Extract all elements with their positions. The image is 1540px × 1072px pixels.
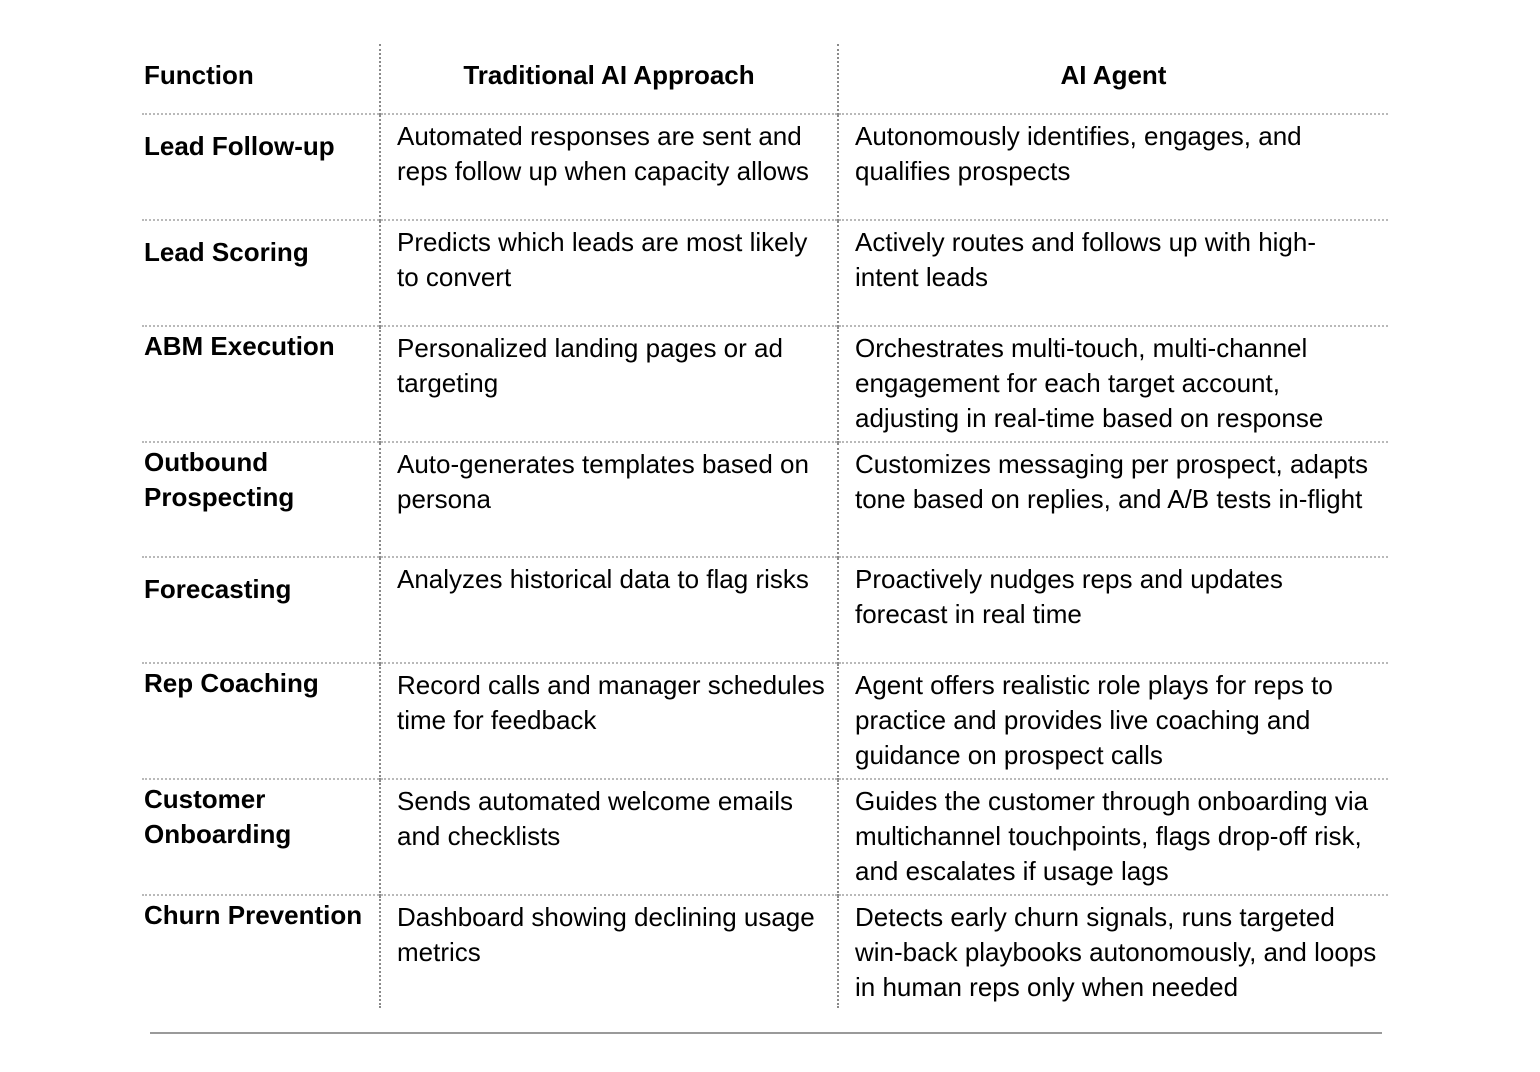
cell-agent: Agent offers realistic role plays for reps to practice and provides live coaching and guidance on prospect calls	[838, 663, 1388, 779]
cell-function: Rep Coaching	[142, 663, 380, 779]
table-row	[142, 326, 1388, 442]
cell-traditional: Personalized landing pages or ad targeting	[380, 326, 838, 442]
cell-function: Churn Prevention	[142, 895, 380, 1008]
cell-agent: Customizes messaging per prospect, adapts tone based on replies, and A/B tests in-flight	[838, 442, 1388, 557]
table-row	[142, 114, 1388, 220]
header-ai-agent: AI Agent	[838, 44, 1388, 114]
cell-traditional: Sends automated welcome emails and checklists	[380, 779, 838, 895]
comparison-table-container	[142, 44, 1388, 1008]
cell-traditional: Automated responses are sent and reps follow up when capacity allows	[380, 114, 838, 220]
cell-function: Lead Follow-up	[142, 114, 380, 220]
table-row	[142, 557, 1388, 663]
cell-function: Customer Onboarding	[142, 779, 380, 895]
table-row	[142, 895, 1388, 1008]
table-row	[142, 663, 1388, 779]
cell-agent: Proactively nudges reps and updates forecast in real time	[838, 557, 1388, 663]
cell-agent: Orchestrates multi-touch, multi-channel engagement for each target account, adjusting in real-time based on response	[838, 326, 1388, 442]
table-row	[142, 442, 1388, 557]
cell-function: ABM Execution	[142, 326, 380, 442]
cell-agent: Actively routes and follows up with high-intent leads	[838, 220, 1388, 326]
cell-traditional: Record calls and manager schedules time for feedback	[380, 663, 838, 779]
cell-agent: Guides the customer through onboarding via multichannel touchpoints, flags drop-off risk, and escalates if usage lags	[838, 779, 1388, 895]
comparison-table	[142, 44, 1388, 1008]
cell-agent: Autonomously identifies, engages, and qualifies prospects	[838, 114, 1388, 220]
cell-traditional: Dashboard showing declining usage metrics	[380, 895, 838, 1008]
cell-traditional: Analyzes historical data to flag risks	[380, 557, 838, 663]
cell-function: Lead Scoring	[142, 220, 380, 326]
header-row	[142, 44, 1388, 114]
table-row	[142, 779, 1388, 895]
header-function: Function	[144, 60, 254, 90]
cell-function: Outbound Prospecting	[142, 442, 380, 557]
table-row	[142, 220, 1388, 326]
cell-traditional: Auto-generates templates based on persona	[380, 442, 838, 557]
cell-agent: Detects early churn signals, runs targeted win-back playbooks autonomously, and loops in human reps only when needed	[838, 895, 1388, 1008]
header-traditional-ai: Traditional AI Approach	[380, 44, 838, 114]
cell-traditional: Predicts which leads are most likely to convert	[380, 220, 838, 326]
bottom-divider	[150, 1032, 1382, 1034]
cell-function: Forecasting	[142, 557, 380, 663]
